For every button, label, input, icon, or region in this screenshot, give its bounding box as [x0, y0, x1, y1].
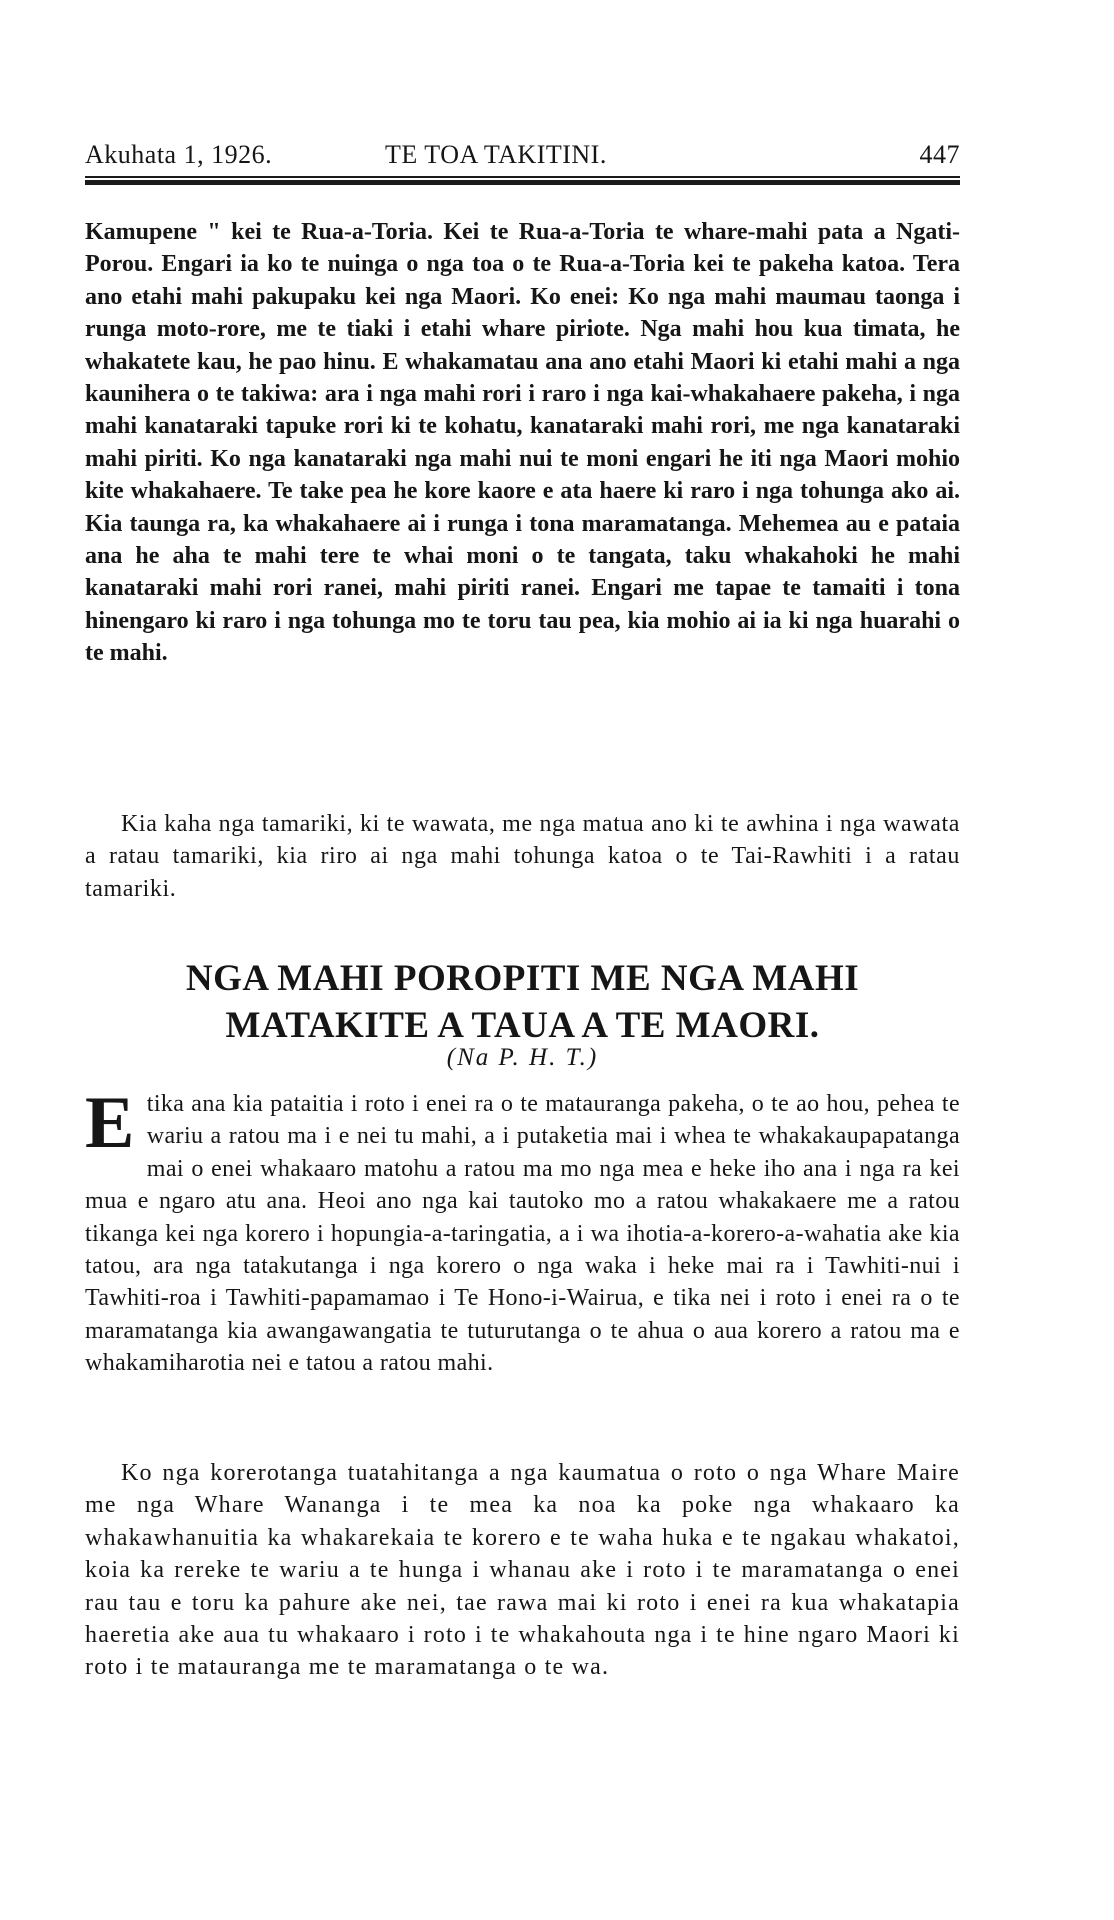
article-paragraph-1-text: tika ana kia pataitia i roto i enei ra o te matauranga pakeha, o te ao hou, pehea te wariu a ratou ma i e nei tu mahi, a i putaketia mai i whea te whakakaupapatanga mai o enei whakaaro matohu a ratou ma mo nga mea e heke iho ana i nga ra kei mua e ngaro atu ana. Heoi ano nga kai tautoko mo a ratou whakakaere me a ratou tikanga kei nga korero i hopungia-a-taringatia, a i wa ihotia-a-korero-a-wahatia ake kia tatou, ara nga tatakutanga i nga korero o nga waka i heke mai ra i Tawhiti-nui i Tawhiti-roa i Tawhiti-papamamao i Te Hono-i-Wairua, e tika nei i roto i enei ra o te maramatanga kia awangawangatia te tuturutanga o te ahua o aua korero a ratou ma e whakamiharotia nei e tatou a ratou mahi.: [85, 1091, 960, 1377]
article-paragraph-2: Ko nga korerotanga tuatahitanga a nga kaumatua o roto o nga Whare Maire me nga Whare Wananga i te mea ka noa ka poke nga whakaaro ka whakawhanuitia ka whakarekaia te korero e te waha huka e te ngakau whakatoi, koia ka rereke te wariu a te hunga i whanau ake i roto i te maramatanga o enei rau tau e toru ka pahure ake nei, tae rawa mai ki roto i enei ra kua whakatapia haeretia ake aua tu whakaaro i roto i te whakahouta nga i te hine ngaro Maori ki roto i te matauranga me te maramatanga o te wa.: [85, 1460, 960, 1681]
header-rule-thin: [85, 176, 960, 178]
body-paragraph-2: Kia kaha nga tamariki, ki te wawata, me nga matua ano ki te awhina i nga wawata a ratau tamariki, kia riro ai nga mahi tohunga katoa o te Tai-Rawhiti i a ratau tamariki.: [85, 811, 960, 902]
header-title: TE TOA TAKITINI.: [385, 140, 607, 169]
header-date: Akuhata 1, 1926.: [85, 140, 273, 169]
article-title-line-1: NGA MAHI POROPITI ME NGA MAHI: [185, 958, 860, 999]
page-number: 447: [919, 140, 960, 169]
article-byline: (Na P. H. T.): [446, 1044, 599, 1071]
drop-cap: E: [85, 1082, 135, 1164]
article-title-line-2: MATAKITE A TAUA A TE MAORI.: [225, 1005, 820, 1046]
article-title: [85, 955, 960, 1049]
body-paragraph-1: Kamupene " kei te Rua-a-Toria. Kei te Rua-a-Toria te whare-mahi pata a Ngati-Porou. Engari ia ko te nuinga o nga toa o te Rua-a-Toria kei te pakeha katoa. Tera ano etahi mahi pakupaku kei nga Maori. Ko enei: Ko nga mahi maumau taonga i runga moto-rore, me te tiaki i etahi whare piriote. Nga mahi hou kua timata, he whakatete kau, he pao hinu. E whakamatau ana ano etahi Maori ki etahi mahi a nga kaunihera o te takiwa: ara i nga mahi rori i raro i nga kai-whakahaere pakeha, i nga mahi kanataraki tapuke rori ki te kohatu, kanataraki mahi rori, me nga kanataraki mahi piriti. Ko nga kanataraki nga mahi nui te moni engari he iti nga Maori mohio kite whakahaere. Te take pea he kore kaore e ata haere ki raro i nga tohunga ako ai. Kia taunga ra, ka whakahaere ai i runga i tona maramatanga. Mehemea au e pataia ana he aha te mahi tere te whai moni o te tangata, taku whakahoki he mahi kanataraki mahi rori ranei, mahi piriti ranei. Engari me tapae te tamaiti i tona hinengaro ki raro i nga tohunga mo te toru tau pea, kia mohio ai ia ki nga huarahi o te mahi.: [85, 219, 960, 667]
article-paragraph-1: [85, 1082, 960, 1380]
running-header: [85, 140, 960, 174]
header-rule-thick: [85, 180, 960, 185]
